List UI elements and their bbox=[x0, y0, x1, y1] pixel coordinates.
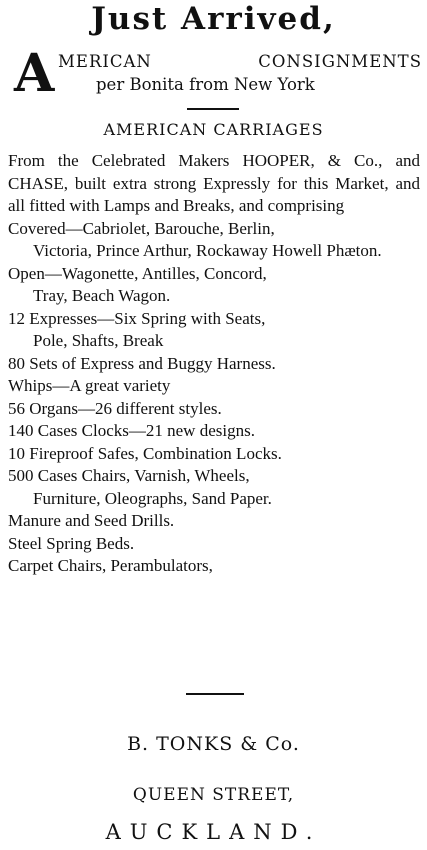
list-item-organs: 56 Organs—26 different styles. bbox=[8, 398, 222, 418]
list-item-open: Open—Wagonette, Antilles, Concord, bbox=[8, 263, 267, 283]
list-item-beds: Steel Spring Beds. bbox=[8, 533, 135, 553]
section-heading: AMERICAN CARRIAGES bbox=[103, 120, 324, 139]
street-address: QUEEN STREET, bbox=[132, 785, 295, 805]
consignments-line-2: per Bonita from New York bbox=[96, 75, 315, 94]
list-item-expresses: 12 Expresses—Six Spring with Seats, bbox=[8, 308, 266, 328]
list-item-safes: 10 Fireproof Safes, Combination Locks. bbox=[8, 443, 282, 463]
list-item-chairs: 500 Cases Chairs, Varnish, Wheels, bbox=[8, 466, 250, 485]
list-item-harness: 80 Sets of Express and Buggy Harness. bbox=[8, 353, 276, 373]
consignments-word-consignments: CONSIGNMENTS bbox=[258, 52, 422, 71]
intro-paragraph: From the Celebrated Makers HOOPER, & Co., and CHASE, built extra strong Expressly for this Market, and all fitted with Lamps and Breaks, and comprising bbox=[8, 151, 420, 215]
firm-name: B. TONKS & Co. bbox=[127, 733, 300, 755]
drop-cap: A bbox=[14, 43, 55, 104]
list-item-drills: Manure and Seed Drills. bbox=[8, 511, 175, 530]
consignments-word-american: MERICAN bbox=[58, 52, 152, 71]
list-item-expresses-cont: Pole, Shafts, Break bbox=[33, 331, 164, 350]
consignments-line-1 bbox=[58, 52, 422, 71]
headline: Just Arrived, bbox=[91, 1, 336, 37]
list-item-covered: Covered—Cabriolet, Barouche, Berlin, bbox=[8, 218, 275, 238]
item-list bbox=[8, 150, 420, 578]
list-item-clocks: 140 Cases Clocks—21 new designs. bbox=[8, 421, 255, 440]
divider-rule bbox=[187, 108, 239, 110]
divider-rule-lower bbox=[186, 693, 244, 695]
list-item-whips: Whips—A great variety bbox=[8, 376, 171, 395]
list-item-carpet-chairs: Carpet Chairs, Perambulators, bbox=[8, 556, 213, 575]
list-item-chairs-cont: Furniture, Oleographs, Sand Paper. bbox=[33, 488, 272, 508]
list-item-covered-cont: Victoria, Prince Arthur, Rockaway Howell Phæton. bbox=[33, 241, 382, 260]
list-item-open-cont: Tray, Beach Wagon. bbox=[33, 286, 171, 305]
city-name: AUCKLAND. bbox=[105, 820, 322, 844]
